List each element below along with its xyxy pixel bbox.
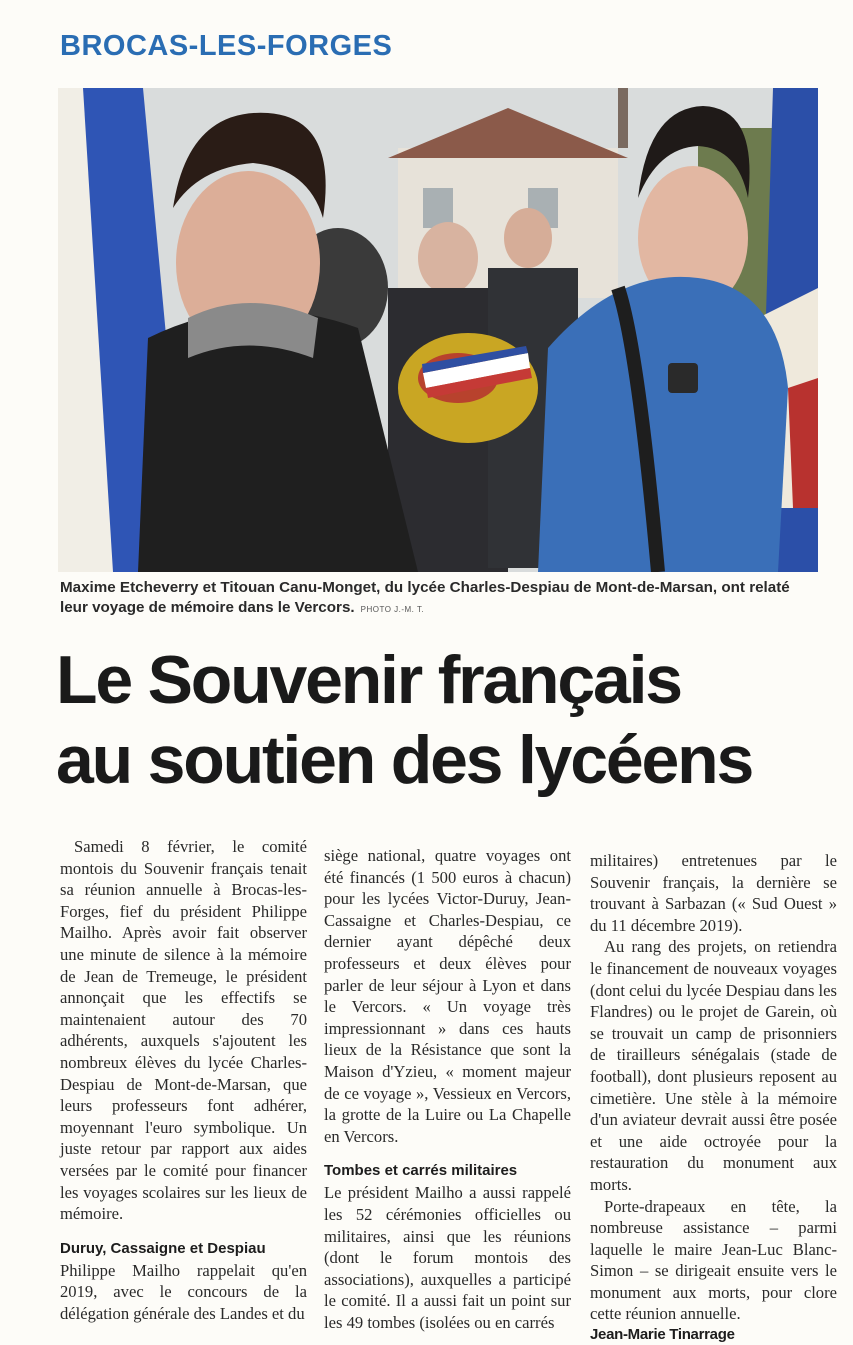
paragraph: Samedi 8 février, le comité montois du Souvenir français tenait sa réunion annuelle à Brocas-les-Forges, fief du président Philippe Mailho. Après avoir fait observer une minute de silence à la mémoire de Jean de Tremeuge, le président annonçait que les effectifs se maintenaient autour des 70 adhérents, auxquels s'ajoutent les nombreux élèves du lycée Charles-Despiau de Mont-de-Marsan, que leurs professeurs font adhérer, moyennant l'euro symbolique. Un juste retour par rapport aux aides versées par le comité pour financer les voyages scolaires sur les lieux de mémoire. <box>60 837 307 1224</box>
paragraph: militaires) entretenues par le Souvenir français, la dernière se trouvant à Sarbazan (« Sud Ouest » du 11 décembre 2019). <box>590 851 837 935</box>
article-headline <box>56 640 846 800</box>
article-photo <box>58 88 818 572</box>
paragraph: siège national, quatre voyages ont été financés (1 500 euros à chacun) pour les lycées Victor-Duruy, Jean-Cassaigne et Charles-Despiau, ce dernier ayant dépêché deux professeurs et deux élèves pour parler de leur séjour à Lyon et dans le Vercors. « Un voyage très impressionnant » dans ces hauts lieux de la Résistance que sont la Maison d'Yzieu, « moment majeur de ce voyage », Vessieux en Vercors, la grotte de la Luire ou La Chapelle en Vercors. <box>324 846 571 1146</box>
photo-caption <box>60 578 820 620</box>
subheading: Tombes et carrés militaires <box>324 1162 518 1180</box>
headline-line-2: au soutien des lycéens <box>56 722 753 798</box>
subheading: Duruy, Cassaigne et Despiau <box>60 1239 266 1257</box>
section-title: BROCAS-LES-FORGES <box>60 30 393 62</box>
headline-line-1: Le Souvenir français <box>56 642 681 718</box>
article-column-3 <box>590 850 837 1345</box>
photo-illustration <box>58 88 818 572</box>
paragraph: Le président Mailho a aussi rappelé les 52 cérémonies officielles ou militaires, ainsi que les réunions (dont le forum montois des associations), auxquelles a participé le comité. Il a aussi fait un point sur les 49 tombes (isolées ou en carrés <box>324 1183 571 1332</box>
article-column-1 <box>60 836 307 1324</box>
article-column-2 <box>324 845 571 1333</box>
paragraph: Philippe Mailho rappelait qu'en 2019, avec le concours de la délégation générale des Landes et du <box>60 1260 307 1323</box>
photo-credit: PHOTO J.-M. T. <box>360 605 425 614</box>
author-signature: Jean-Marie Tinarrage <box>590 1326 735 1344</box>
caption-text: Maxime Etcheverry et Titouan Canu-Monget, du lycée Charles-Despiau de Mont-de-Marsan, ont relaté leur voyage de mémoire dans le Vercors. <box>60 579 790 616</box>
paragraph: Au rang des projets, on retiendra le financement de nouveaux voyages (dont celui du lycée Despiau dans les Flandres) ou le projet de Garein, où se trouvait un camp de prisonniers de tirailleurs sénégalais (stade de football), dont plusieurs reposent au cimetière. Une stèle à la mémoire d'un aviateur devrait aussi être posée et une aide octroyée pour la restauration du monument aux morts. <box>590 937 837 1194</box>
paragraph: Porte-drapeaux en tête, la nombreuse assistance – parmi laquelle le maire Jean-Luc Blanc-Simon – se dirigeait ensuite vers le monument aux morts, pour clore cette réunion annuelle. <box>590 1196 837 1324</box>
